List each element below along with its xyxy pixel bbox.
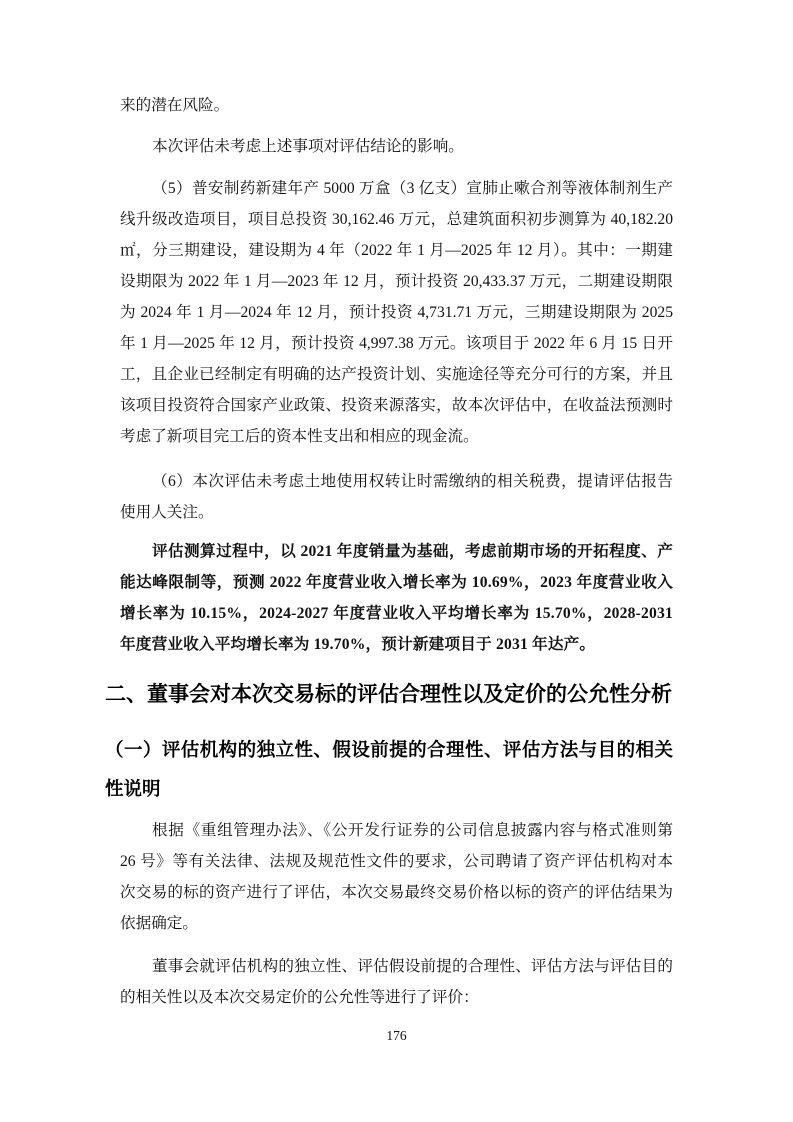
paragraph-assessment-impact <box>120 131 673 162</box>
paragraph-line: ㎡，分三期建设，建设期为 4 年（2022 年 1 月—2025 年 12 月）。其中：一期建 <box>120 242 673 259</box>
paragraph-revenue-forecast <box>120 536 673 660</box>
paragraph-line: 使用人关注。 <box>120 504 214 521</box>
paragraph-line: 考虑了新项目完工后的资本性支出和相应的现金流。 <box>120 428 479 445</box>
page-number: 176 <box>386 1028 407 1043</box>
paragraph-line: 年度营业收入平均增长率为 19.70%，预计新建项目于 2031 年达产。 <box>120 636 596 653</box>
paragraph-board-evaluation <box>120 951 673 1013</box>
paragraph-line: 为 2024 年 1 月—2024 年 12 月，预计投资 4,731.71 万元，三期建设期限为 2025 <box>120 304 673 321</box>
section-heading-board-analysis: 二、董事会对本次交易标的评估合理性以及定价的公允性分析 <box>105 683 672 706</box>
paragraph-line: 的相关性以及本次交易定价的公允性等进行了评价： <box>120 989 479 1006</box>
paragraph-line: 年 1 月—2025 年 12 月，预计投资 4,997.38 万元。该项目于 2022 年 6 月 15 日开 <box>120 335 673 352</box>
heading-line: （一）评估机构的独立性、假设前提的合理性、评估方法与目的相关 <box>105 739 673 760</box>
paragraph-line: 该项目投资符合国家产业政策、投资来源落实，故本次评估中，在收益法预测时 <box>120 397 673 414</box>
paragraph-line: 董事会就评估机构的独立性、评估假设前提的合理性、评估方法与评估目的 <box>152 958 673 975</box>
paragraph-item6-taxes <box>120 466 673 528</box>
heading-line: 性说明 <box>105 778 161 799</box>
paragraph-line: 线升级改造项目，项目总投资 30,162.46 万元，总建筑面积初步测算为 40,182.20 <box>120 211 673 228</box>
paragraph-line: 评估测算过程中，以 2021 年度销量为基础，考虑前期市场的开拓程度、产 <box>152 543 673 560</box>
paragraph-line: 能达峰限制等，预测 2022 年度营业收入增长率为 10.69%，2023 年度营业收入 <box>120 574 673 591</box>
paragraph-line: （5）普安制药新建年产 5000 万盒（3 亿支）宣肺止嗽合剂等液体制剂生产 <box>152 180 673 197</box>
paragraph-line: 根据《重组管理办法》、《公开发行证券的公司信息披露内容与格式准则第 <box>152 822 673 839</box>
paragraph-line: 来的潜在风险。 <box>120 97 230 114</box>
paragraph-carryover <box>120 90 673 121</box>
paragraph-line: 依据确定。 <box>120 915 198 932</box>
paragraph-line: 设期限为 2022 年 1 月—2023 年 12 月，预计投资 20,433.37 万元，二期建设期限 <box>120 273 673 290</box>
paragraph-line: （6）本次评估未考虑土地使用权转让时需缴纳的相关税费，提请评估报告 <box>152 473 673 490</box>
paragraph-line: 本次评估未考虑上述事项对评估结论的影响。 <box>152 138 464 155</box>
paragraph-line: 次交易的标的资产进行了评估，本次交易最终交易价格以标的资产的评估结果为 <box>120 884 673 901</box>
paragraph-line: 26 号》等有关法律、法规及规范性文件的要求，公司聘请了资产评估机构对本 <box>120 853 673 870</box>
paragraph-legal-basis <box>120 815 673 939</box>
subsection-heading-appraiser-independence <box>105 730 673 808</box>
paragraph-item5-project <box>120 173 673 452</box>
paragraph-line: 工，且企业已经制定有明确的达产投资计划、实施途径等充分可行的方案，并且 <box>120 366 673 383</box>
paragraph-line: 增长率为 10.15%，2024-2027 年度营业收入平均增长率为 15.70%，2028-2031 <box>120 605 673 622</box>
